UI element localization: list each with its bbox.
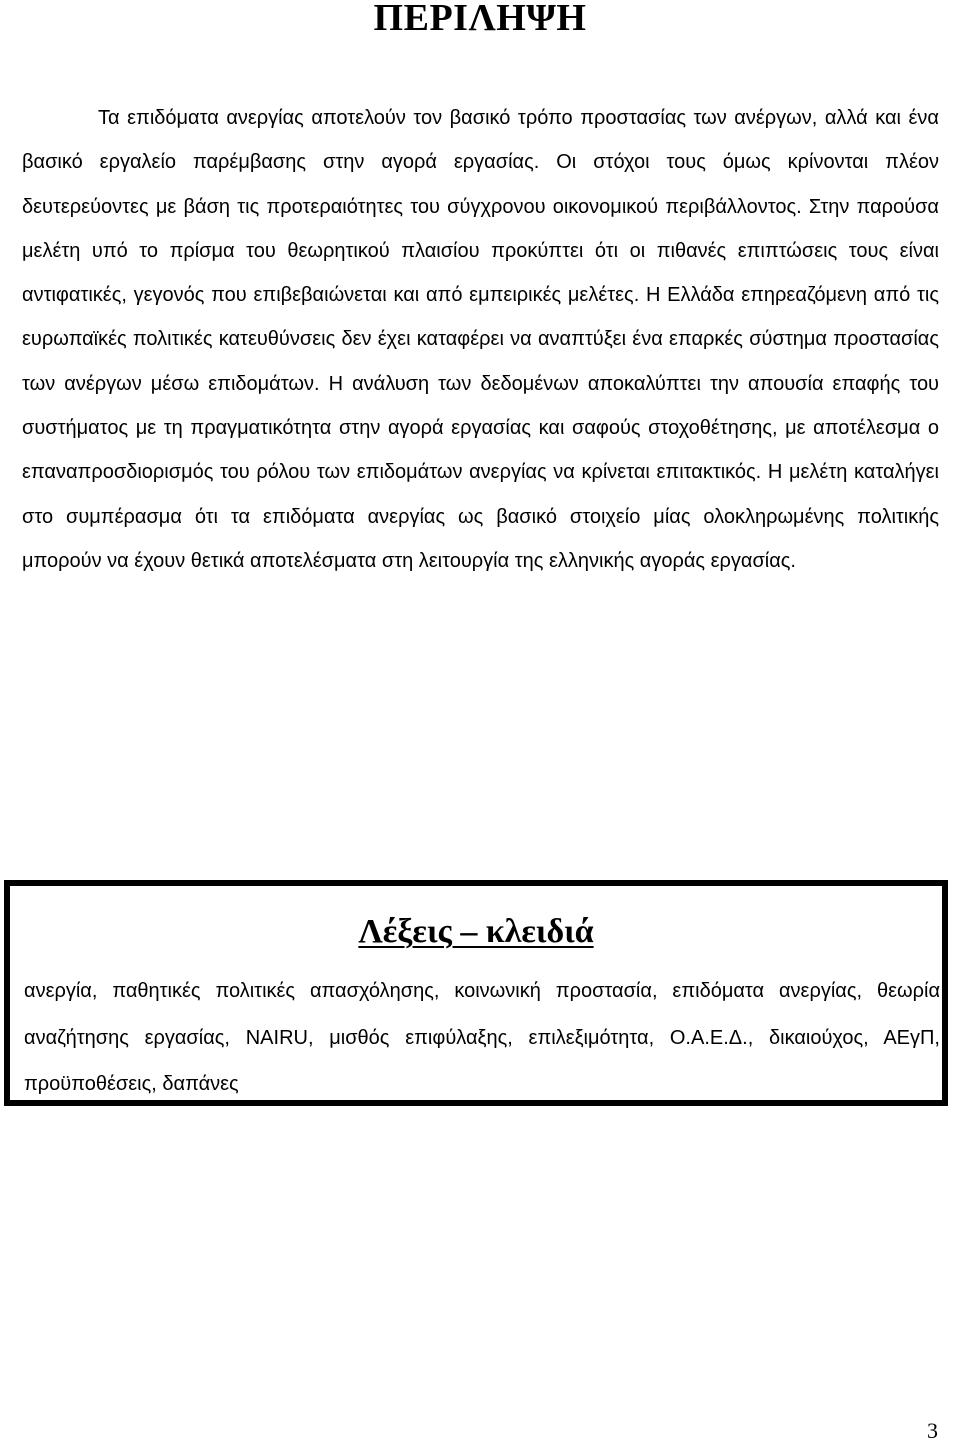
abstract-paragraph: Τα επιδόματα ανεργίας αποτελούν τον βασικό τρόπο προστασίας των ανέργων, αλλά και ένα βασικό εργαλείο παρέμβασης στην αγορά εργασίας. Οι στόχοι τους όμως κρίνονται πλέον δευτερεύοντες με βάση τις προτεραιότητες του σύγχρονου οικονομικού περιβάλλοντος. Στην παρούσα μελέτη υπό το πρίσμα του θεωρητικού πλαισίου προκύπτει ότι οι πιθανές επιπτώσεις τους είναι αντιφατικές, γεγονός που επιβεβαιώνεται και από εμπειρικές μελέτες. Η Ελλάδα επηρεαζόμενη από τις ευρωπαϊκές πολιτικές κατευθύνσεις δεν έχει καταφέρει να αναπτύξει ένα επαρκές σύστημα προστασίας των ανέργων μέσω επιδομάτων. Η ανάλυση των δεδομένων αποκαλύπτει την απουσία επαφής του συστήματος με τη πραγματικότητα στην αγορά εργασίας και σαφούς στοχοθέτησης, με αποτέλεσμα ο επαναπροσδιορισμός του ρόλου των επιδομάτων ανεργίας να κρίνεται επιτακτικός. Η μελέτη καταλήγει στο συμπέρασμα ότι τα επιδόματα ανεργίας ως βασικό στοιχείο μίας ολοκληρωμένης πολιτικής μπορούν να έχουν θετικά αποτελέσματα στη λειτουργία της ελληνικής αγοράς εργασίας.	[22, 107, 939, 572]
page-number: 3	[927, 1418, 938, 1443]
page-title: ΠΕΡΙΛΗΨΗ	[373, 0, 587, 39]
keywords-heading	[10, 910, 942, 954]
keywords-list: ανεργία, παθητικές πολιτικές απασχόλησης, κοινωνική προστασία, επιδόματα ανεργίας, θεωρία αναζήτησης εργασίας, NAIRU, μισθός επιφύλαξης, επιλεξιμότητα, Ο.Α.Ε.Δ., δικαιούχος, ΑΕγΠ, προϋποθέσεις, δαπάνες	[24, 980, 940, 1095]
keywords-heading-text: Λέξεις – κλειδιά	[358, 913, 594, 950]
keywords-box	[4, 880, 948, 1106]
